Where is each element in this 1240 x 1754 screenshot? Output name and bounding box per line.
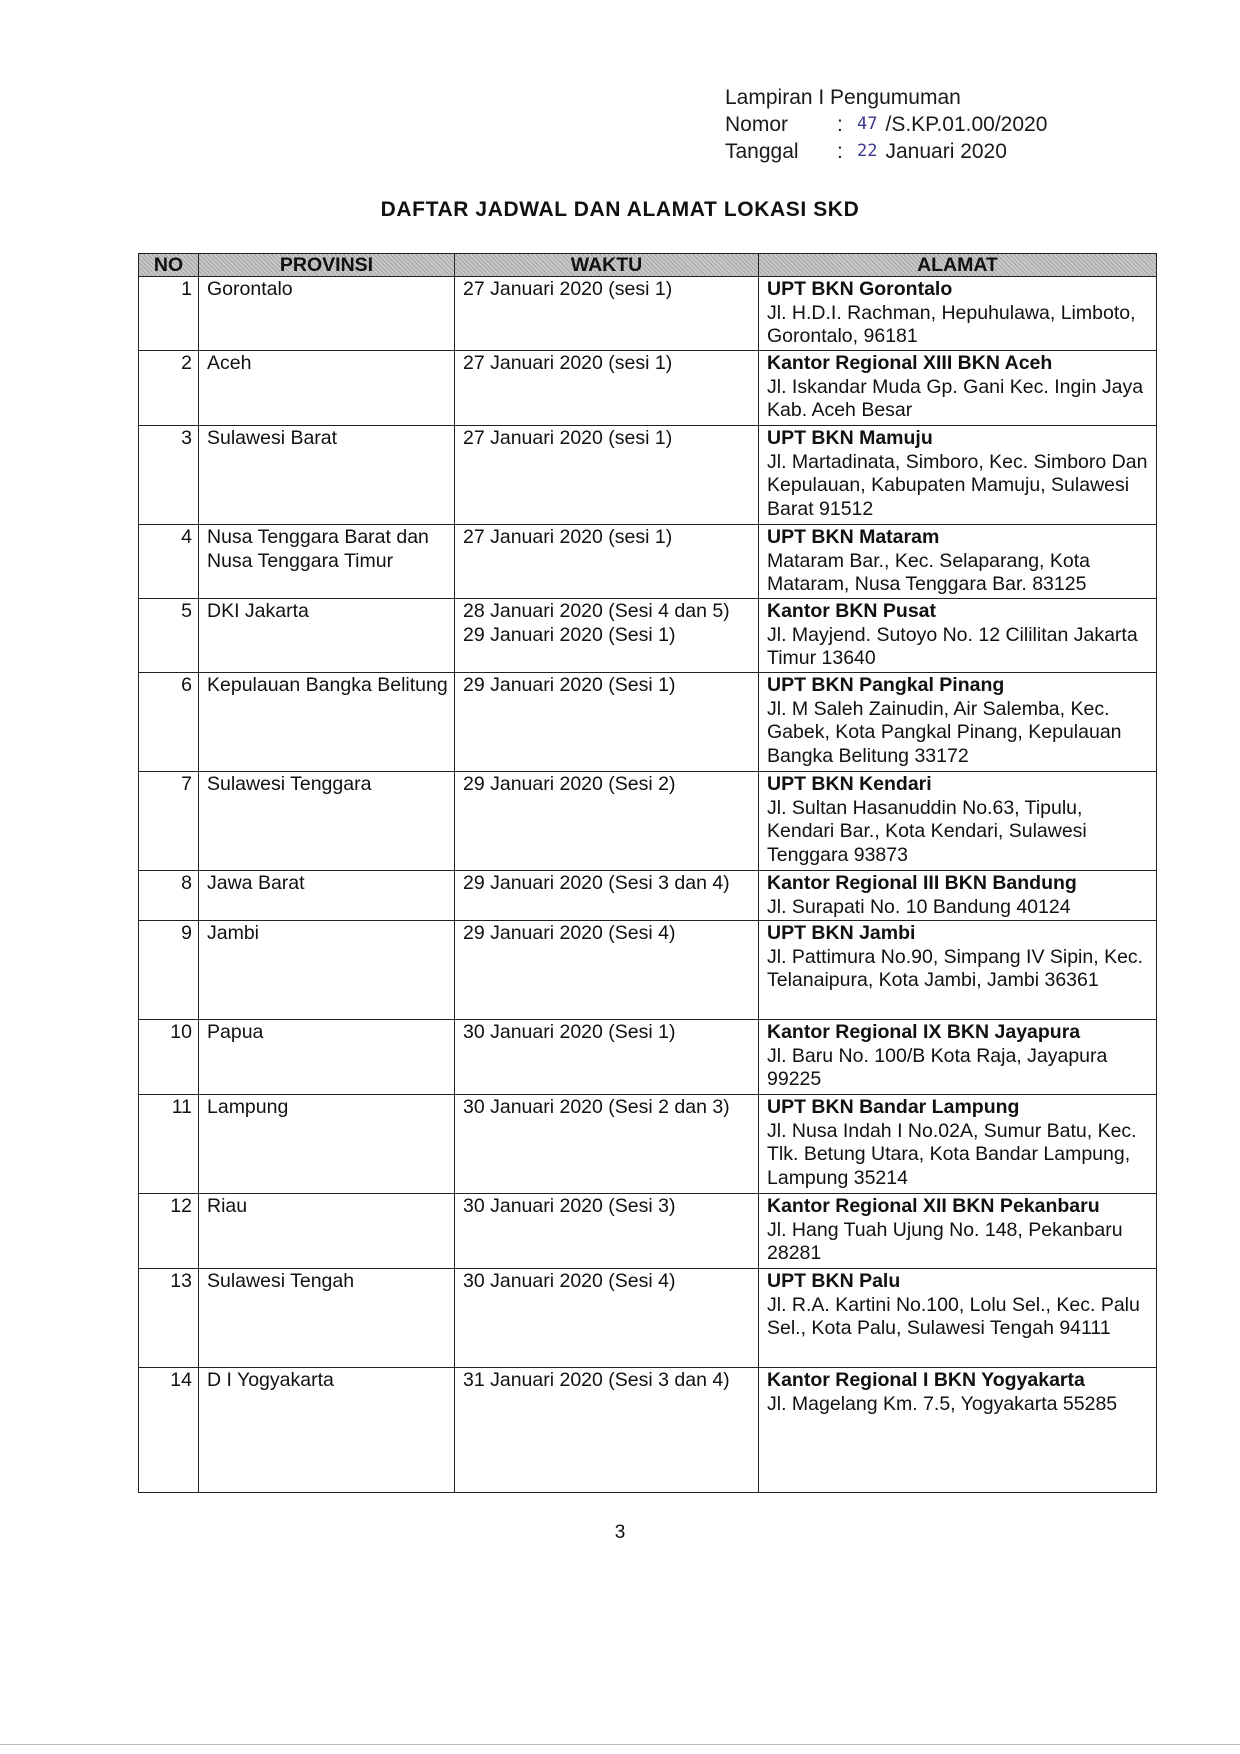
cell-alamat	[759, 871, 1157, 921]
tanggal-colon: :	[837, 140, 843, 163]
office-name: UPT BKN Kendari	[767, 773, 932, 795]
cell-provinsi: Nusa Tenggara Barat dan Nusa Tenggara Timur	[199, 525, 455, 599]
cell-no: 11	[139, 1095, 199, 1194]
cell-no: 10	[139, 1020, 199, 1095]
cell-alamat	[759, 772, 1157, 871]
table-row	[139, 1194, 1157, 1269]
table-row	[139, 772, 1157, 871]
nomor-handwritten: 47	[857, 114, 878, 134]
cell-provinsi: Lampung	[199, 1095, 455, 1194]
cell-waktu: 29 Januari 2020 (Sesi 4)	[455, 921, 759, 1020]
cell-waktu: 30 Januari 2020 (Sesi 3)	[455, 1194, 759, 1269]
office-address: Jl. H.D.I. Rachman, Hepuhulawa, Limboto, Gorontalo, 96181	[767, 301, 1136, 347]
office-name: Kantor Regional IX BKN Jayapura	[767, 1021, 1081, 1043]
cell-no: 12	[139, 1194, 199, 1269]
column-header-provinsi: PROVINSI	[199, 254, 455, 277]
cell-no: 8	[139, 871, 199, 921]
cell-no: 9	[139, 921, 199, 1020]
table-row	[139, 525, 1157, 599]
cell-no: 6	[139, 673, 199, 772]
cell-waktu: 30 Januari 2020 (Sesi 2 dan 3)	[455, 1095, 759, 1194]
cell-waktu: 27 Januari 2020 (sesi 1)	[455, 525, 759, 599]
office-name: UPT BKN Bandar Lampung	[767, 1096, 1020, 1118]
cell-provinsi: Sulawesi Barat	[199, 426, 455, 525]
office-name: UPT BKN Mataram	[767, 526, 940, 548]
cell-provinsi: Jambi	[199, 921, 455, 1020]
table-row	[139, 921, 1157, 1020]
table-row	[139, 673, 1157, 772]
table-header-row	[139, 254, 1157, 277]
cell-provinsi: Sulawesi Tengah	[199, 1269, 455, 1368]
cell-waktu: 27 Januari 2020 (sesi 1)	[455, 426, 759, 525]
office-address: Jl. Baru No. 100/B Kota Raja, Jayapura 99225	[767, 1044, 1108, 1090]
cell-waktu: 29 Januari 2020 (Sesi 3 dan 4)	[455, 871, 759, 921]
cell-no: 5	[139, 599, 199, 673]
office-name: UPT BKN Pangkal Pinang	[767, 674, 1005, 696]
office-address: Jl. Pattimura No.90, Simpang IV Sipin, Kec. Telanaipura, Kota Jambi, Jambi 36361	[767, 945, 1144, 991]
table-row	[139, 1269, 1157, 1368]
cell-no: 1	[139, 277, 199, 351]
office-address: Jl. Hang Tuah Ujung No. 148, Pekanbaru 28281	[767, 1218, 1123, 1264]
cell-waktu: 30 Januari 2020 (Sesi 1)	[455, 1020, 759, 1095]
table-row	[139, 1020, 1157, 1095]
table-row	[139, 351, 1157, 426]
office-address: Mataram Bar., Kec. Selaparang, Kota Mataram, Nusa Tenggara Bar. 83125	[767, 549, 1091, 595]
attachment-title: Lampiran I Pengumuman	[725, 86, 961, 109]
document-title: DAFTAR JADWAL DAN ALAMAT LOKASI SKD	[380, 198, 860, 221]
cell-alamat	[759, 426, 1157, 525]
table-body	[139, 277, 1157, 1493]
table-row	[139, 1095, 1157, 1194]
office-name: UPT BKN Mamuju	[767, 427, 933, 449]
nomor-label: Nomor	[725, 113, 789, 136]
page-number: 3	[614, 1522, 626, 1543]
office-address: Jl. Nusa Indah I No.02A, Sumur Batu, Kec. Tlk. Betung Utara, Kota Bandar Lampung, Lampung 35214	[767, 1119, 1137, 1189]
column-header-waktu: WAKTU	[455, 254, 759, 277]
office-name: UPT BKN Gorontalo	[767, 278, 953, 300]
cell-alamat	[759, 351, 1157, 426]
cell-no: 4	[139, 525, 199, 599]
page-edge-line	[0, 1744, 1240, 1745]
cell-provinsi: Sulawesi Tenggara	[199, 772, 455, 871]
office-name: UPT BKN Jambi	[767, 922, 916, 944]
table-row	[139, 871, 1157, 921]
schedule-table	[138, 253, 1157, 1493]
cell-provinsi: Gorontalo	[199, 277, 455, 351]
cell-provinsi: D I Yogyakarta	[199, 1368, 455, 1493]
cell-alamat	[759, 599, 1157, 673]
office-address: Jl. Iskandar Muda Gp. Gani Kec. Ingin Jaya Kab. Aceh Besar	[767, 375, 1144, 421]
cell-waktu: 27 Januari 2020 (sesi 1)	[455, 351, 759, 426]
column-header-alamat: ALAMAT	[759, 254, 1157, 277]
office-address: Jl. Magelang Km. 7.5, Yogyakarta 55285	[767, 1392, 1118, 1415]
office-address: Jl. Martadinata, Simboro, Kec. Simboro Dan Kepulauan, Kabupaten Mamuju, Sulawesi Barat 91512	[767, 450, 1148, 520]
office-address: Jl. Surapati No. 10 Bandung 40124	[767, 895, 1071, 918]
cell-alamat	[759, 1095, 1157, 1194]
nomor-row	[725, 111, 1047, 138]
office-name: UPT BKN Palu	[767, 1270, 901, 1292]
nomor-value: /S.KP.01.00/2020	[885, 113, 1048, 136]
cell-provinsi: Jawa Barat	[199, 871, 455, 921]
cell-no: 7	[139, 772, 199, 871]
cell-waktu: 31 Januari 2020 (Sesi 3 dan 4)	[455, 1368, 759, 1493]
tanggal-label: Tanggal	[725, 140, 799, 163]
cell-provinsi: Kepulauan Bangka Belitung	[199, 673, 455, 772]
office-name: Kantor BKN Pusat	[767, 600, 937, 622]
column-header-no: NO	[139, 254, 199, 277]
attachment-header	[725, 84, 1047, 165]
office-address: Jl. M Saleh Zainudin, Air Salemba, Kec. Gabek, Kota Pangkal Pinang, Kepulauan Bangka Belitung 33172	[767, 697, 1122, 767]
cell-waktu: 28 Januari 2020 (Sesi 4 dan 5) 29 Januari 2020 (Sesi 1)	[455, 599, 759, 673]
cell-no: 3	[139, 426, 199, 525]
cell-provinsi: Aceh	[199, 351, 455, 426]
nomor-colon: :	[837, 113, 843, 136]
cell-provinsi: Papua	[199, 1020, 455, 1095]
cell-provinsi: Riau	[199, 1194, 455, 1269]
cell-alamat	[759, 277, 1157, 351]
cell-alamat	[759, 921, 1157, 1020]
tanggal-handwritten: 22	[857, 141, 878, 161]
cell-alamat	[759, 1269, 1157, 1368]
cell-waktu: 29 Januari 2020 (Sesi 1)	[455, 673, 759, 772]
cell-provinsi: DKI Jakarta	[199, 599, 455, 673]
cell-waktu: 27 Januari 2020 (sesi 1)	[455, 277, 759, 351]
cell-waktu: 30 Januari 2020 (Sesi 4)	[455, 1269, 759, 1368]
table-row	[139, 1368, 1157, 1493]
table-row	[139, 599, 1157, 673]
tanggal-row	[725, 138, 1047, 165]
cell-alamat	[759, 673, 1157, 772]
office-address: Jl. Sultan Hasanuddin No.63, Tipulu, Kendari Bar., Kota Kendari, Sulawesi Tenggara 93873	[767, 796, 1087, 866]
cell-alamat	[759, 1020, 1157, 1095]
office-name: Kantor Regional I BKN Yogyakarta	[767, 1369, 1085, 1391]
cell-waktu: 29 Januari 2020 (Sesi 2)	[455, 772, 759, 871]
office-name: Kantor Regional XIII BKN Aceh	[767, 352, 1053, 374]
table-row	[139, 277, 1157, 351]
cell-alamat	[759, 1194, 1157, 1269]
table-row	[139, 426, 1157, 525]
office-name: Kantor Regional III BKN Bandung	[767, 872, 1077, 894]
cell-no: 2	[139, 351, 199, 426]
office-address: Jl. Mayjend. Sutoyo No. 12 Cililitan Jakarta Timur 13640	[767, 623, 1138, 669]
cell-no: 13	[139, 1269, 199, 1368]
cell-alamat	[759, 525, 1157, 599]
cell-alamat	[759, 1368, 1157, 1493]
office-name: Kantor Regional XII BKN Pekanbaru	[767, 1195, 1100, 1217]
cell-no: 14	[139, 1368, 199, 1493]
office-address: Jl. R.A. Kartini No.100, Lolu Sel., Kec. Palu Sel., Kota Palu, Sulawesi Tengah 94111	[767, 1293, 1140, 1339]
tanggal-value: Januari 2020	[885, 140, 1007, 163]
